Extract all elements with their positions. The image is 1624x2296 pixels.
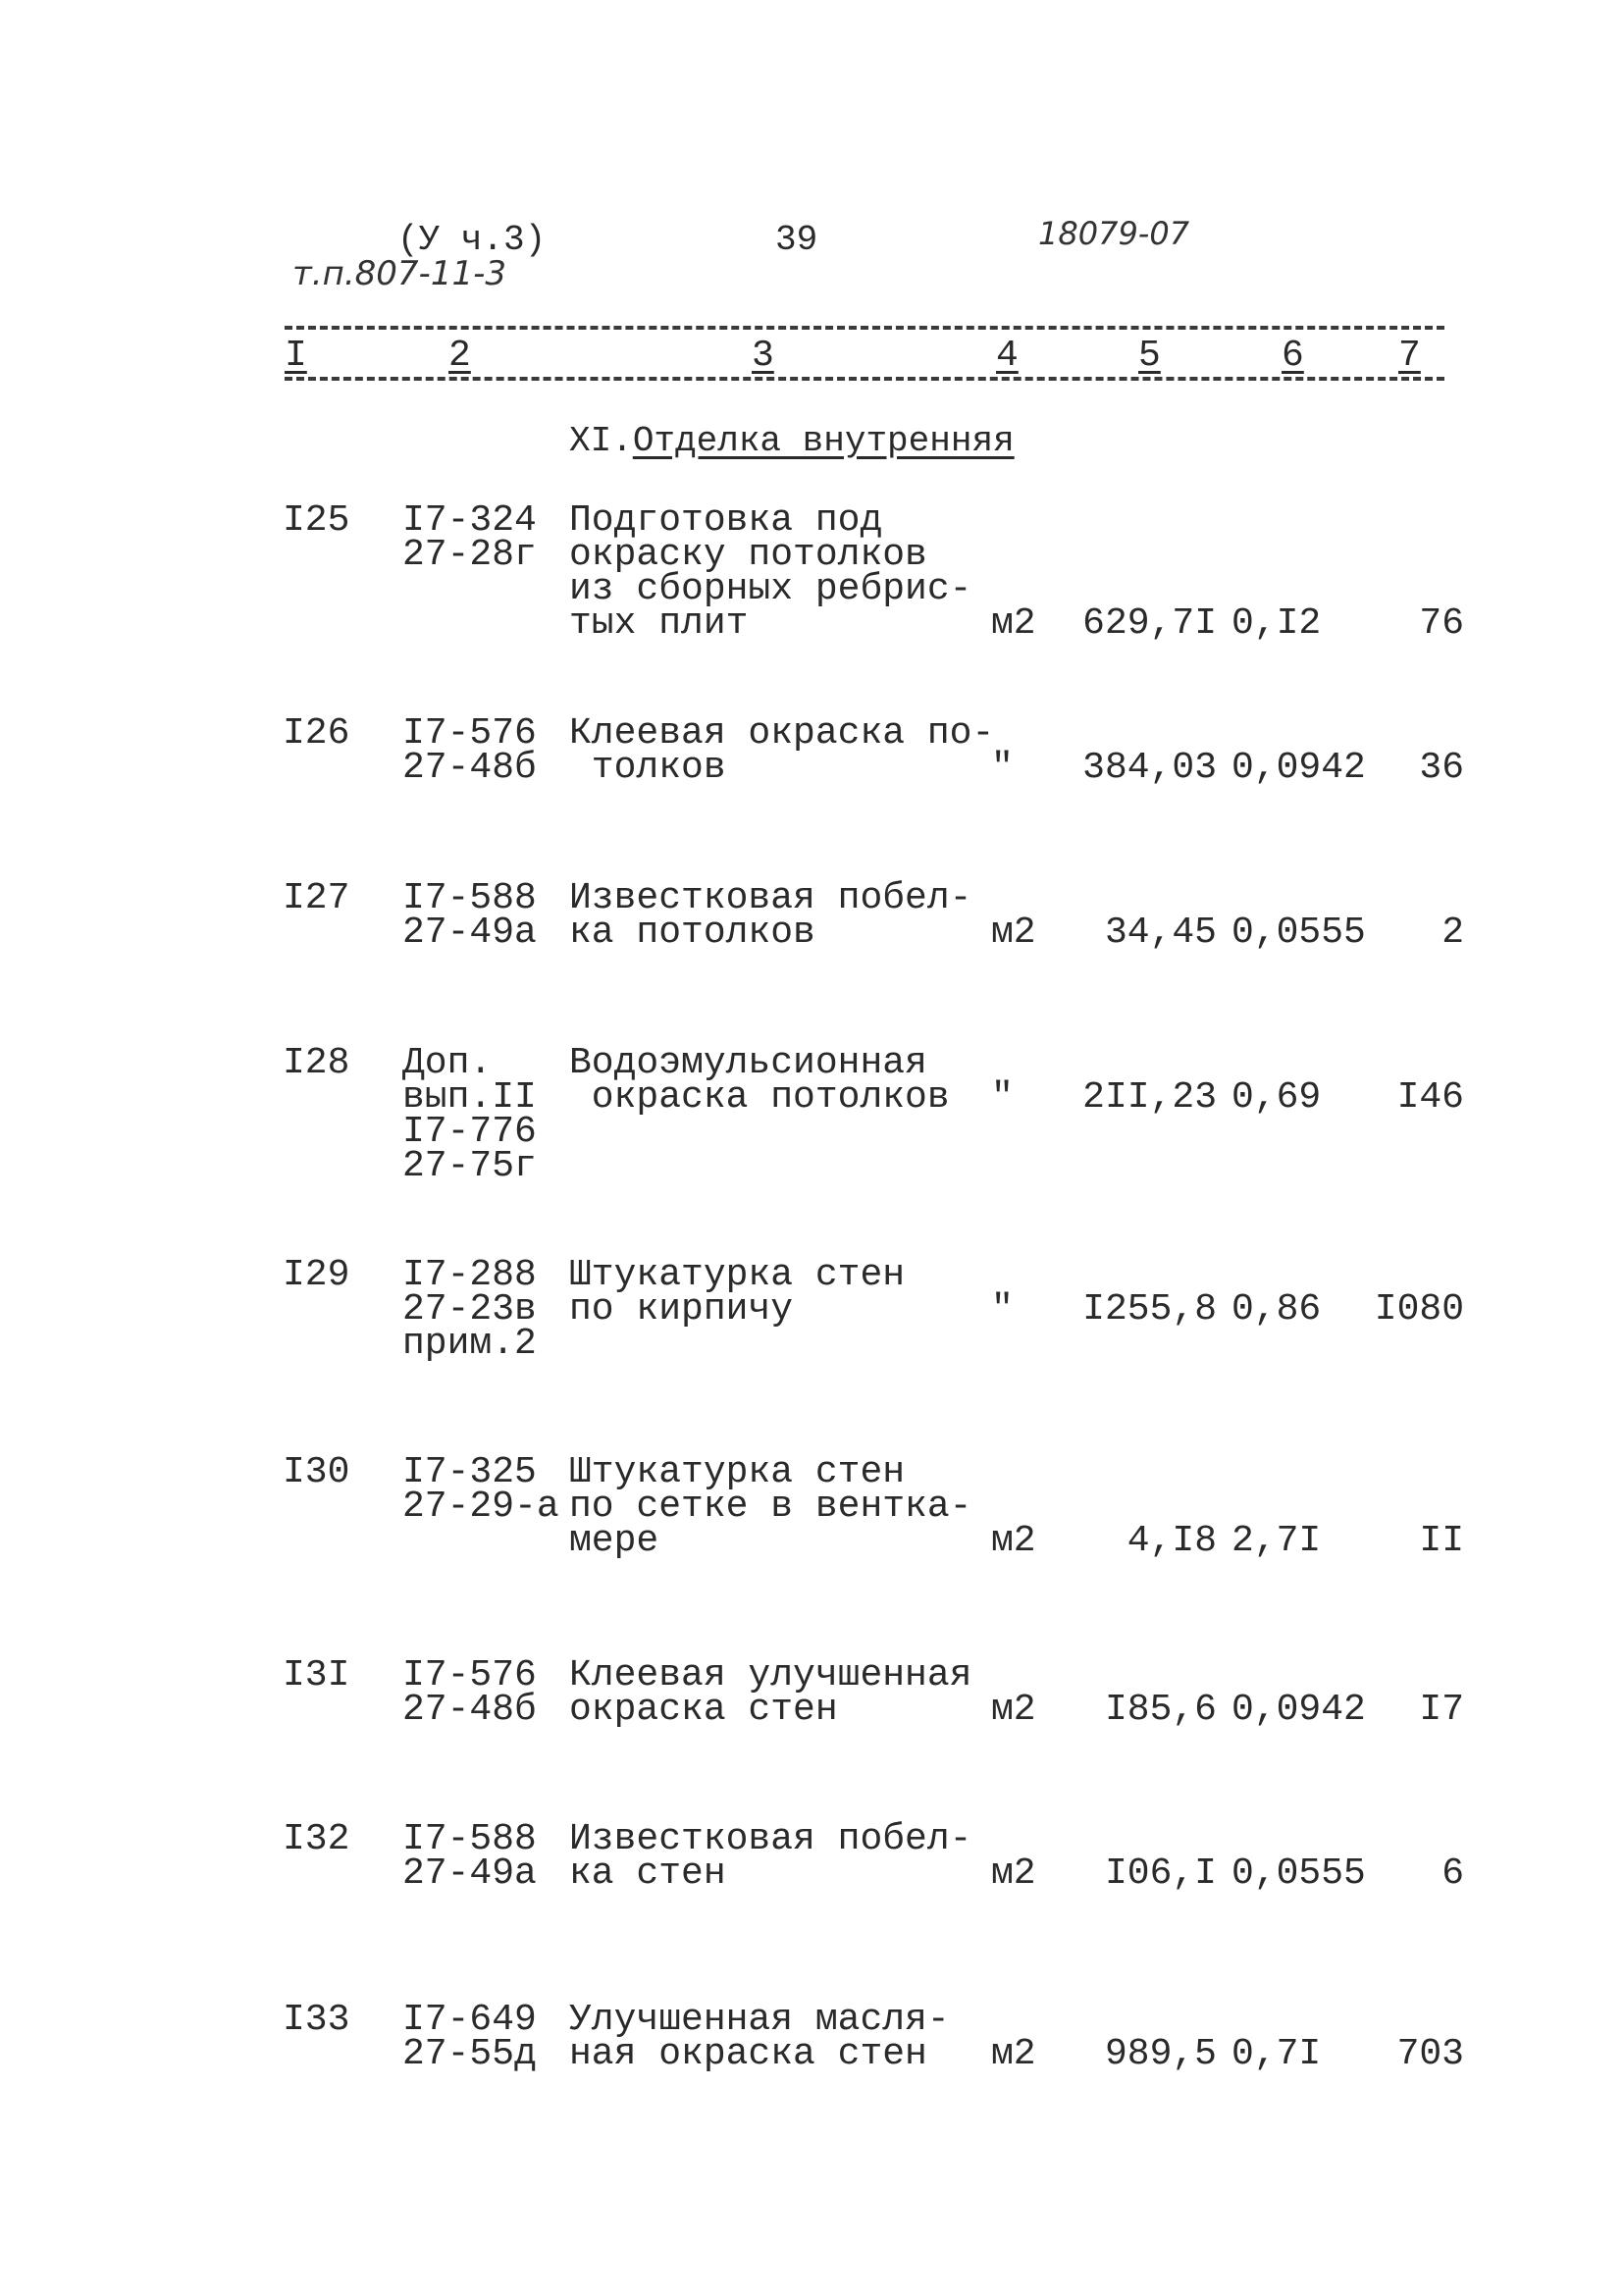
- work-description: окраску потолков: [569, 534, 927, 576]
- row-number: I28: [283, 1042, 350, 1084]
- row-number: I27: [283, 877, 350, 919]
- norm-code: 27-55д: [402, 2033, 537, 2075]
- row-number: I33: [283, 1999, 350, 2041]
- work-description: Штукатурка стен: [569, 1451, 906, 1493]
- unit: м2: [991, 1689, 1036, 1731]
- norm-code: I7-325: [402, 1451, 537, 1493]
- page-number: 39: [775, 220, 818, 260]
- column-number: 7: [1398, 335, 1421, 377]
- work-description: окраска потолков: [569, 1076, 950, 1119]
- norm-code: 27-23в: [402, 1288, 537, 1331]
- project-code: т.п.807-11-3: [292, 254, 506, 293]
- quantity: 384,03: [1082, 747, 1217, 789]
- norm-code: 27-48б: [402, 1689, 537, 1731]
- norm-code: I7-588: [402, 877, 537, 919]
- unit-rate: 0,0942: [1231, 1689, 1366, 1731]
- work-description: ная окраска стен: [569, 2033, 927, 2075]
- row-number: I25: [283, 499, 350, 542]
- total-cost: 6: [1441, 1852, 1464, 1895]
- quantity: 629,7I: [1082, 602, 1217, 645]
- work-description: Штукатурка стен: [569, 1254, 906, 1296]
- norm-code: I7-588: [402, 1818, 537, 1860]
- norm-code: 27-28г: [402, 534, 537, 576]
- work-description: Клеевая улучшенная: [569, 1654, 972, 1696]
- document-number: 18079-07: [1038, 215, 1190, 252]
- quantity: 4,I8: [1126, 1520, 1217, 1562]
- row-number: I26: [283, 712, 350, 755]
- norm-code: I7-576: [402, 1654, 537, 1696]
- column-number: 4: [996, 335, 1019, 377]
- column-number: I: [285, 335, 307, 377]
- header-rule-top: [285, 326, 1444, 330]
- norm-code: I7-776: [402, 1111, 537, 1153]
- work-description: тых плит: [569, 602, 749, 645]
- norm-code: I7-288: [402, 1254, 537, 1296]
- quantity: 34,45: [1104, 912, 1217, 954]
- work-description: по сетке в вентка-: [569, 1486, 972, 1528]
- work-description: окраска стен: [569, 1689, 838, 1731]
- work-description: толков: [569, 747, 726, 789]
- norm-code: прим.2: [402, 1323, 537, 1365]
- total-cost: 76: [1419, 602, 1464, 645]
- unit-rate: 0,0942: [1231, 747, 1366, 789]
- header-rule-bottom: [285, 377, 1444, 381]
- work-description: Водоэмульсионная: [569, 1042, 927, 1084]
- total-cost: II: [1419, 1520, 1464, 1562]
- norm-code: вып.II: [402, 1076, 537, 1119]
- norm-code: 27-75г: [402, 1145, 537, 1187]
- norm-code: 27-48б: [402, 747, 537, 789]
- total-cost: 2: [1441, 912, 1464, 954]
- unit-rate: 0,7I: [1231, 2033, 1322, 2075]
- total-cost: 703: [1396, 2033, 1464, 2075]
- unit-rate: 0,0555: [1231, 1852, 1366, 1895]
- total-cost: I46: [1396, 1076, 1464, 1119]
- norm-code: I7-576: [402, 712, 537, 755]
- work-description: Известковая побел-: [569, 1818, 972, 1860]
- work-description: Улучшенная масля-: [569, 1999, 950, 2041]
- column-number: 5: [1138, 335, 1161, 377]
- unit: м2: [991, 912, 1036, 954]
- section-prefix: XI.: [569, 421, 633, 461]
- total-cost: I080: [1374, 1288, 1464, 1331]
- quantity: 2II,23: [1082, 1076, 1217, 1119]
- unit-rate: 0,I2: [1231, 602, 1322, 645]
- norm-code: 27-49а: [402, 912, 537, 954]
- work-description: мере: [569, 1520, 659, 1562]
- unit: ": [991, 1076, 1014, 1119]
- work-description: ка потолков: [569, 912, 815, 954]
- unit-rate: 0,0555: [1231, 912, 1366, 954]
- norm-code: I7-649: [402, 1999, 537, 2041]
- row-number: I29: [283, 1254, 350, 1296]
- section-title: [569, 421, 1015, 461]
- row-number: I32: [283, 1818, 350, 1860]
- quantity: I255,8: [1082, 1288, 1217, 1331]
- norm-code: I7-324: [402, 499, 537, 542]
- unit-rate: 2,7I: [1231, 1520, 1322, 1562]
- unit: м2: [991, 1520, 1036, 1562]
- column-number: 6: [1282, 335, 1304, 377]
- total-cost: I7: [1419, 1689, 1464, 1731]
- quantity: 989,5: [1104, 2033, 1217, 2075]
- work-description: из сборных ребрис-: [569, 568, 972, 610]
- work-description: Известковая побел-: [569, 877, 972, 919]
- work-description: ка стен: [569, 1852, 726, 1895]
- quantity: I06,I: [1104, 1852, 1217, 1895]
- work-description: Подготовка под: [569, 499, 883, 542]
- norm-code: 27-29-а: [402, 1486, 559, 1528]
- row-number: I3I: [283, 1654, 350, 1696]
- unit: м2: [991, 1852, 1036, 1895]
- column-number: 3: [752, 335, 774, 377]
- total-cost: 36: [1419, 747, 1464, 789]
- part-label: (У ч.3): [397, 220, 547, 260]
- work-description: Клеевая окраска по-: [569, 712, 995, 755]
- unit: м2: [991, 602, 1036, 645]
- section-name: Отделка внутренняя: [632, 421, 1015, 461]
- unit-rate: 0,86: [1231, 1288, 1322, 1331]
- unit: ": [991, 1288, 1014, 1331]
- quantity: I85,6: [1104, 1689, 1217, 1731]
- work-description: по кирпичу: [569, 1288, 794, 1331]
- unit: ": [991, 747, 1014, 789]
- row-number: I30: [283, 1451, 350, 1493]
- norm-code: Доп.: [402, 1042, 493, 1084]
- unit-rate: 0,69: [1231, 1076, 1322, 1119]
- column-number: 2: [448, 335, 471, 377]
- unit: м2: [991, 2033, 1036, 2075]
- norm-code: 27-49а: [402, 1852, 537, 1895]
